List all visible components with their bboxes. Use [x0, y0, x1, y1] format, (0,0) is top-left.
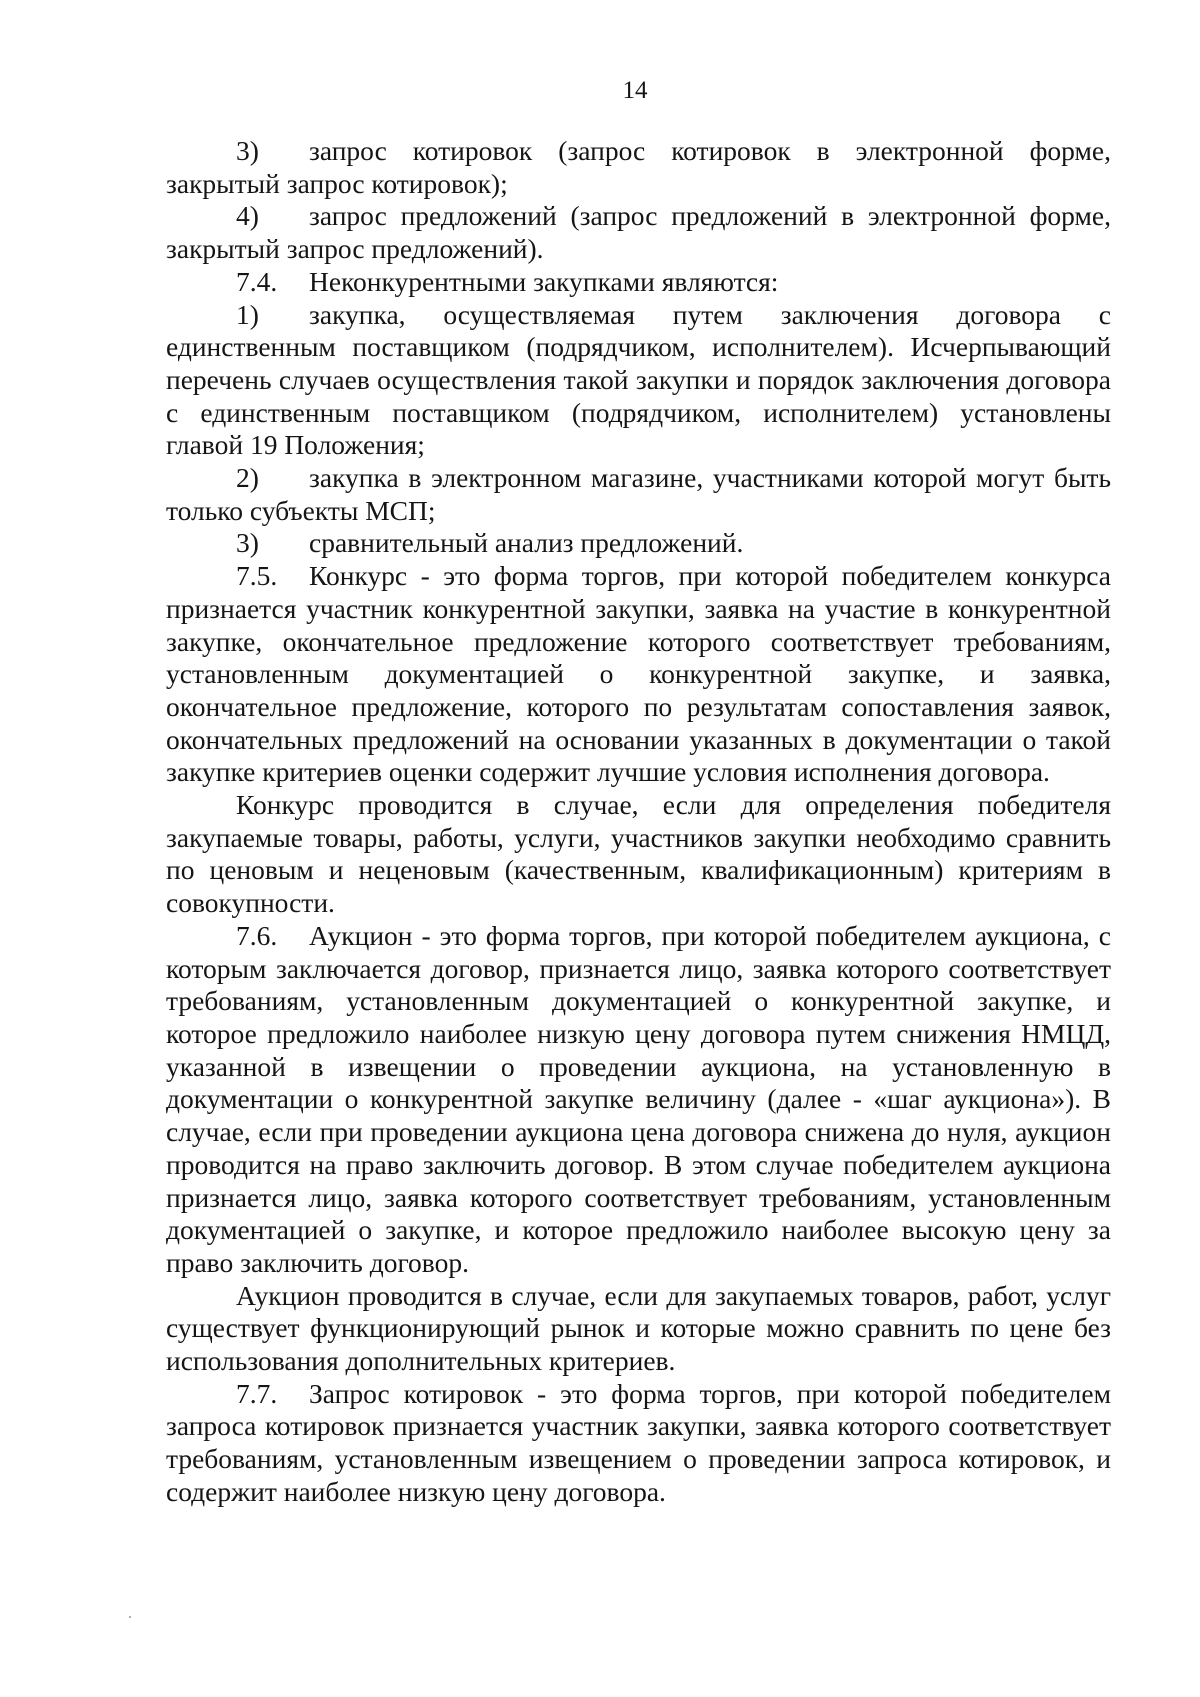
paragraph-text: Аукцион проводится в случае, если для закупаемых товаров, работ, услуг существует функционирующий рынок и которые можно сравнить по цене без использования дополнительных критериев. — [166, 1279, 1111, 1377]
clause-text: Неконкурентными закупками являются: — [309, 265, 779, 297]
clause-number: 7.6. — [236, 919, 278, 951]
paragraph-text: Конкурс проводится в случае, если для определения победителя закупаемые товары, работы, услуги, участников закупки необходимо сравнить по ценовым и неценовым (качественным, квалификационным) критериям в совокупности. — [166, 789, 1111, 919]
clause-text: Конкурс - это форма торгов, при которой победителем конкурса признается участник конкурентной закупки, заявка на участие в конкурентной закупке, окончательное предложение которого соответствует требованиям, установленным документацией о конкурентной закупке, и заявка, окончательное предложение, которого по результатам сопоставления заявок, окончательных предложений на основании указанных в документации о такой закупке критериев оценки содержит лучшие условия исполнения договора. — [166, 560, 1111, 788]
item-number: 1) — [236, 298, 259, 330]
page-number: 14 — [622, 77, 648, 104]
clause-number: 7.5. — [236, 560, 278, 592]
item-text: закупка, осуществляемая путем заключения договора с единственным поставщиком (подрядчиком, исполнителем). Исчерпывающий перечень случаев осуществления такой закупки и порядок заключения договора с единственным поставщиком (подрядчиком, исполнителем) установлены главой 19 Положения; — [166, 298, 1111, 461]
list-item-1-single-supplier — [166, 299, 1111, 463]
paragraph-contest-conditions — [166, 789, 1111, 920]
item-number: 2) — [236, 462, 259, 494]
list-item-3-quotation-request — [166, 135, 1111, 200]
list-item-3-comparative-analysis — [166, 527, 1111, 560]
item-text: закупка в электронном магазине, участниками которой могут быть только субъекты МСП; — [166, 462, 1111, 526]
item-number: 3) — [236, 135, 259, 166]
item-text: запрос котировок (запрос котировок в электронной форме, закрытый запрос котировок); — [166, 135, 1111, 199]
item-number: 4) — [236, 200, 259, 232]
list-item-2-electronic-shop — [166, 462, 1111, 527]
document-body — [166, 135, 1111, 1509]
scan-speck — [129, 1616, 131, 1618]
clause-text: Аукцион - это форма торгов, при которой победителем аукциона, с которым заключается договор, признается лицо, заявка которого соответствует требованиям, установленным документацией о конкурентной закупке, и которое предложило наиболее низкую цену договора путем снижения НМЦД, указанной в извещении о проведении аукциона, на установленную в документации о конкурентной закупке величину (далее - «шаг аукциона»). В случае, если при проведении аукциона цена договора снижена до нуля, аукцион проводится на право заключить договор. В этом случае победителем аукциона признается лицо, заявка которого соответствует требованиям, установленным документацией о закупке, и которое предложило наиболее высокую цену за право заключить договор. — [166, 919, 1111, 1278]
clause-number: 7.4. — [236, 265, 278, 297]
list-item-4-proposal-request — [166, 200, 1111, 265]
clause-7-6 — [166, 920, 1111, 1280]
clause-number: 7.7. — [236, 1377, 278, 1409]
item-text: запрос предложений (запрос предложений в электронной форме, закрытый запрос предложений). — [166, 200, 1111, 265]
clause-7-7 — [166, 1378, 1111, 1509]
item-text: сравнительный анализ предложений. — [309, 527, 744, 559]
clause-7-5 — [166, 560, 1111, 789]
clause-text: Запрос котировок - это форма торгов, при которой победителем запроса котировок признается участник закупки, заявка которого соответствует требованиям, установленным извещением о проведении запроса котировок, и содержит наиболее низкую цену договора. — [166, 1377, 1111, 1507]
clause-7-4 — [166, 266, 1111, 299]
paragraph-auction-conditions — [166, 1280, 1111, 1378]
item-number: 3) — [236, 527, 259, 559]
